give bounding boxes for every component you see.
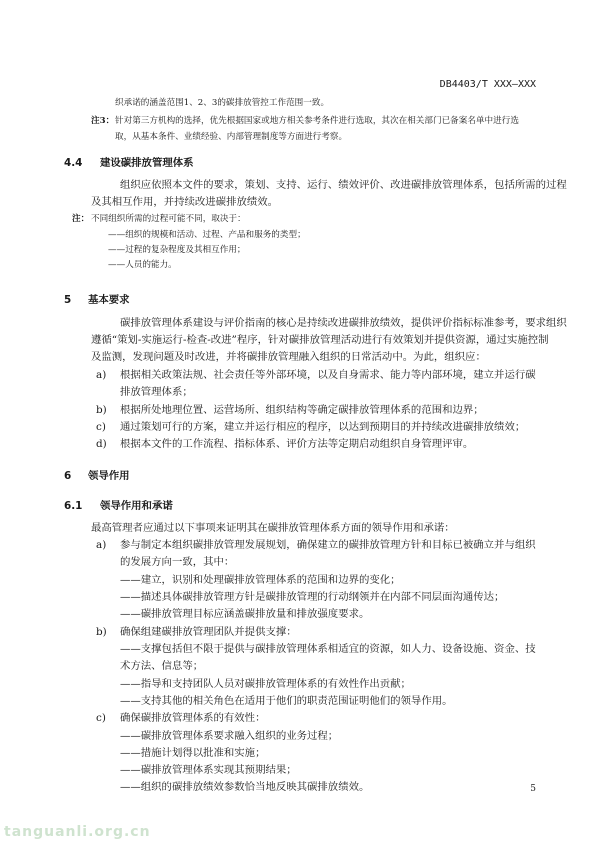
dash-item: ——建立，识别和处理碳排放管理体系的范围和边界的变化；	[120, 574, 401, 586]
list-item: 确保碳排放管理体系的有效性：	[120, 712, 266, 724]
dash-item: 术方法、信息等；	[120, 660, 204, 672]
list-label: a)	[96, 539, 107, 551]
paragraph-line: 组织应依照本文件的要求，策划、支持、运行、绩效评价、改进碳排放管理体系，包括所需的过程	[120, 179, 567, 191]
list-label: a)	[96, 369, 107, 381]
section-number: 6.1	[64, 500, 83, 512]
list-item: 根据本文件的工作流程、指标体系、评价方法等定期启动组织自身管理评审。	[120, 438, 474, 450]
section-6-heading	[64, 467, 130, 482]
section-5-heading	[64, 291, 130, 306]
note-dash-item: ——人员的能力。	[108, 260, 177, 270]
document-id: DB4403/T XXX—XXX	[439, 79, 536, 90]
page-number: 5	[530, 784, 536, 794]
note3-line-2: 取，从基本条件、业绩经验、内部管理制度等方面进行考察。	[115, 132, 348, 142]
note-dash-item: ——过程的复杂程度及其相互作用；	[108, 245, 246, 255]
note-continuation: 织承诺的涵盖范围1、2、3的碳排放管控工作范围一致。	[115, 98, 330, 108]
dash-item: ——碳排放管理体系要求融入组织的业务过程；	[120, 730, 339, 742]
list-label: c)	[96, 712, 106, 724]
list-item: 根据所处地理位置、运营场所、组织结构等确定碳排放管理体系的范围和边界；	[120, 404, 484, 416]
paragraph-line: 碳排放管理体系建设与评价指南的核心是持续改进碳排放绩效，提供评价指标标准参考，要求组织	[120, 317, 567, 329]
note3-label: 注3：	[91, 116, 115, 126]
section-number: 4.4	[64, 157, 83, 169]
list-item: 参与制定本组织碳排放管理发展规划，确保建立的碳排放管理方针和目标已被确立并与组织	[120, 539, 536, 551]
watermark-text: tanguanli.org.cn	[4, 824, 151, 840]
dash-item: ——碳排放管理目标应涵盖碳排放量和排放强度要求。	[120, 608, 370, 620]
paragraph-line: 最高管理者应通过以下事项来证明其在碳排放管理体系方面的领导作用和承诺：	[91, 522, 455, 534]
section-4-4-heading	[64, 154, 194, 169]
note3-line-1: 针对第三方机构的选择，优先根据国家或地方相关参考条件进行选取，其次在相关部门已备案名单中进行选	[115, 116, 519, 126]
dash-item: ——支持其他的相关角色在适用于他们的职责范围证明他们的领导作用。	[120, 695, 453, 707]
list-item: 确保组建碳排放管理团队并提供支撑：	[120, 626, 297, 638]
list-item: 通过策划可行的方案，建立并运行相应的程序，以达到预期目的并持续改进碳排放绩效；	[120, 421, 526, 433]
dash-item: ——措施计划得以批准和实施；	[120, 747, 266, 759]
note-label: 注：	[72, 214, 90, 224]
note-dash-item: ——组织的规模和活动、过程、产品和服务的类型；	[108, 230, 306, 240]
list-label: c)	[96, 421, 106, 433]
dash-item: ——描述具体碳排放管理方针是碳排放管理的行动纲领并在内部不同层面沟通传达；	[120, 591, 505, 603]
list-label: b)	[96, 626, 107, 638]
list-label: b)	[96, 404, 107, 416]
dash-item: ——碳排放管理体系实现其预期结果；	[120, 764, 297, 776]
paragraph-line: 及其相互作用，并持续改进碳排放绩效。	[91, 196, 279, 208]
dash-item: ——指导和支持团队人员对碳排放管理体系的有效性作出贡献；	[120, 678, 411, 690]
paragraph-line: 及监测，发现问题及时改进，并将碳排放管理融入组织的日常活动中。为此，组织应：	[91, 351, 486, 363]
list-item: 的发展方向一致，其中：	[120, 556, 235, 568]
section-number: 6	[64, 470, 72, 482]
section-title: 基本要求	[88, 294, 130, 306]
dash-item: ——支撑包括但不限于提供与碳排放管理体系相适宜的资源，如人力、设备设施、资金、技	[120, 643, 536, 655]
section-title: 领导作用和承诺	[100, 500, 173, 512]
paragraph-line: 遵循“策划-实施运行-检查-改进”程序，针对碳排放管理活动进行有效策划并提供资源，通过实施控制	[91, 334, 549, 346]
list-item: 排放管理体系；	[120, 386, 193, 398]
note-text: 不同组织所需的过程可能不同，取决于：	[91, 214, 246, 224]
list-item: 根据相关政策法规、社会责任等外部环境，以及自身需求、能力等内部环境，建立并运行碳	[120, 369, 536, 381]
section-title: 建设碳排放管理体系	[100, 157, 194, 169]
dash-item: ——组织的碳排放绩效参数恰当地反映其碳排放绩效。	[120, 781, 370, 793]
list-label: d)	[96, 438, 107, 450]
section-title: 领导作用	[88, 470, 130, 482]
section-number: 5	[64, 294, 72, 306]
section-6-1-heading	[64, 497, 173, 512]
